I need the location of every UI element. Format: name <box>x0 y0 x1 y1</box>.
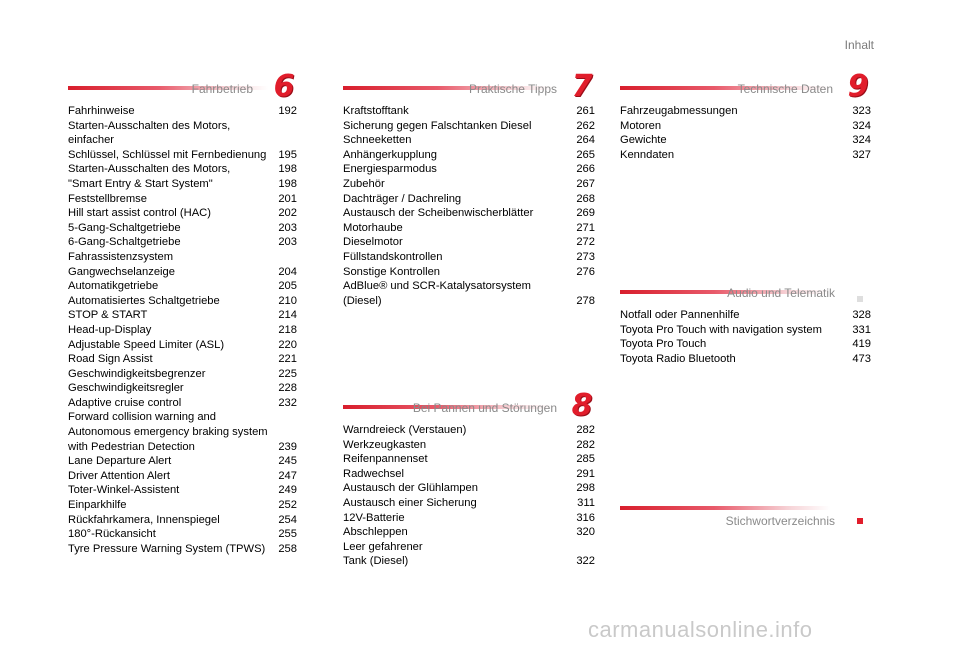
toc-entry-page: 232 <box>278 396 297 409</box>
toc-entry[interactable] <box>620 308 871 323</box>
toc-entry[interactable] <box>68 513 297 528</box>
toc-entry-label: Werkzeugkasten <box>343 438 427 451</box>
toc-entry-label: Anhängerkupplung <box>343 148 437 161</box>
toc-entry-page: 473 <box>852 352 871 365</box>
toc-entry-label: Starten-Ausschalten des Motors, <box>68 163 231 176</box>
toc-entry-page: 247 <box>278 469 297 482</box>
toc-entry[interactable] <box>343 452 595 467</box>
toc-entry-label: Kenndaten <box>620 148 675 161</box>
toc-entry[interactable] <box>343 162 595 177</box>
toc-entry-page: 255 <box>278 528 297 541</box>
toc-entry[interactable] <box>620 323 871 338</box>
toc-entry-label: 180°-Rückansicht <box>68 528 156 541</box>
toc-entry-label: Toyota Radio Bluetooth <box>620 352 736 365</box>
toc-list <box>620 104 871 162</box>
toc-entry-page: 276 <box>576 265 595 278</box>
section-title: Praktische Tipps <box>468 82 557 96</box>
toc-entry-label: Adjustable Speed Limiter (ASL) <box>68 338 225 351</box>
section-fahrbetrieb <box>68 69 297 556</box>
section-number-badge: 8 <box>571 388 593 423</box>
toc-entry[interactable] <box>343 481 595 496</box>
toc-entry[interactable] <box>343 540 595 569</box>
toc-entry[interactable] <box>68 469 297 484</box>
toc-entry-label: Forward collision warning and Autonomous emergency braking system with Pedestrian Detection <box>68 411 268 453</box>
toc-entry[interactable] <box>68 250 297 279</box>
toc-list <box>343 104 595 308</box>
section-marker-icon <box>857 296 863 302</box>
toc-entry[interactable] <box>68 177 297 192</box>
toc-entry-page: 273 <box>576 250 595 263</box>
toc-entry-label: Automatisiertes Schaltgetriebe <box>68 294 220 307</box>
toc-entry-page: 331 <box>852 323 871 336</box>
section-divider <box>620 506 830 510</box>
toc-entry-page: 203 <box>278 221 297 234</box>
page-header-title: Inhalt <box>844 38 874 52</box>
toc-entry-page: 205 <box>278 280 297 293</box>
toc-entry[interactable] <box>343 467 595 482</box>
toc-entry-page: 258 <box>278 542 297 555</box>
toc-list <box>620 308 871 366</box>
toc-entry[interactable] <box>343 148 595 163</box>
section-marker-icon <box>857 518 863 524</box>
toc-entry-page: 271 <box>576 221 595 234</box>
toc-entry[interactable] <box>620 337 871 352</box>
toc-entry-label: Starten-Ausschalten des Motors, einfacher Schlüssel, Schlüssel mit Fernbedienung <box>68 119 267 161</box>
toc-entry-page: 198 <box>278 177 297 190</box>
toc-entry-label: Fahrzeugabmessungen <box>620 105 738 117</box>
toc-entry[interactable] <box>68 352 297 367</box>
section-title: Stichwortverzeichnis <box>725 514 835 528</box>
section-header[interactable] <box>68 69 297 104</box>
watermark: carmanualsonline.info <box>588 617 813 642</box>
toc-entry[interactable] <box>68 323 297 338</box>
toc-entry[interactable] <box>68 221 297 236</box>
toc-entry-label: Adaptive cruise control <box>68 396 182 409</box>
toc-entry-page: 261 <box>576 105 595 117</box>
toc-entry-page: 254 <box>278 513 297 526</box>
toc-entry-page: 320 <box>576 526 595 539</box>
section-number-badge: 7 <box>571 69 593 104</box>
toc-entry-label: Hill start assist control (HAC) <box>68 207 211 220</box>
toc-entry-page: 203 <box>278 236 297 249</box>
toc-entry-page: 316 <box>576 511 595 524</box>
toc-entry-label: Austausch der Glühlampen <box>343 482 478 495</box>
toc-entry-label: Radwechsel <box>343 467 404 480</box>
toc-entry-label: Geschwindigkeitsregler <box>68 382 184 395</box>
toc-entry[interactable] <box>343 265 595 280</box>
toc-entry[interactable] <box>68 542 297 557</box>
toc-entry-label: Leer gefahrener Tank (Diesel) <box>343 540 423 568</box>
toc-entry-page: 327 <box>852 148 871 161</box>
toc-entry[interactable] <box>68 483 297 498</box>
toc-entry-page: 282 <box>576 424 595 436</box>
toc-entry[interactable] <box>343 206 595 221</box>
section-header[interactable] <box>343 69 595 104</box>
toc-entry-label: Head-up-Display <box>68 323 152 336</box>
section-title: Audio und Telematik <box>727 286 835 300</box>
toc-entry-page: 252 <box>278 499 297 512</box>
toc-entry[interactable] <box>343 235 595 250</box>
toc-entry-page: 419 <box>852 338 871 351</box>
toc-entry[interactable] <box>620 133 871 148</box>
toc-entry[interactable] <box>343 119 595 134</box>
toc-entry[interactable] <box>68 308 297 323</box>
section-header[interactable] <box>620 492 871 528</box>
toc-entry-label: Energiesparmodus <box>343 163 437 176</box>
toc-entry-label: Rückfahrkamera, Innenspiegel <box>68 513 220 526</box>
toc-entry-label: Zubehör <box>343 177 385 190</box>
toc-entry[interactable] <box>343 525 595 540</box>
toc-entry-page: 265 <box>576 148 595 161</box>
toc-entry-label: Sicherung gegen Falschtanken Diesel <box>343 119 532 132</box>
toc-entry[interactable] <box>68 498 297 513</box>
toc-entry-label: "Smart Entry & Start System" <box>68 177 213 190</box>
toc-entry-page: 267 <box>576 177 595 190</box>
toc-entry-label: Kraftstofftank <box>343 105 409 117</box>
toc-entry-page: 204 <box>278 265 297 278</box>
toc-entry-page: 268 <box>576 192 595 205</box>
section-number-badge: 6 <box>273 69 295 104</box>
toc-entry-page: 195 <box>278 148 297 161</box>
toc-entry-page: 266 <box>576 163 595 176</box>
toc-entry-page: 198 <box>278 163 297 176</box>
toc-entry-label: Toter-Winkel-Assistent <box>68 484 180 497</box>
toc-entry[interactable] <box>620 352 871 367</box>
toc-entry[interactable] <box>68 162 297 177</box>
toc-entry-label: Feststellbremse <box>68 192 147 205</box>
toc-entry-page: 264 <box>576 134 595 147</box>
toc-list <box>343 423 595 569</box>
toc-entry[interactable] <box>343 133 595 148</box>
toc-entry-page: 214 <box>278 309 297 322</box>
toc-entry[interactable] <box>68 104 297 119</box>
toc-entry-label: 12V-Batterie <box>343 511 405 524</box>
toc-entry[interactable] <box>343 423 595 438</box>
toc-entry-label: STOP & START <box>68 309 148 322</box>
toc-list <box>68 104 297 556</box>
toc-entry[interactable] <box>343 221 595 236</box>
toc-entry-label: Füllstandskontrollen <box>343 250 443 263</box>
toc-entry[interactable] <box>343 511 595 526</box>
toc-entry[interactable] <box>68 367 297 382</box>
toc-entry-page: 322 <box>576 555 595 568</box>
toc-entry-label: Fahrhinweise <box>68 105 135 117</box>
section-number-badge: 9 <box>847 69 869 104</box>
toc-entry-label: Lane Departure Alert <box>68 455 172 468</box>
toc-entry[interactable] <box>343 104 595 119</box>
toc-entry-page: 192 <box>278 105 297 117</box>
toc-entry[interactable] <box>68 410 297 454</box>
toc-entry-label: Road Sign Assist <box>68 353 153 366</box>
toc-entry-label: Driver Attention Alert <box>68 469 170 482</box>
toc-entry[interactable] <box>68 396 297 411</box>
section-header[interactable] <box>343 388 595 423</box>
toc-entry-page: 285 <box>576 453 595 466</box>
toc-entry-label: Reifenpannenset <box>343 453 428 466</box>
toc-entry-label: 5-Gang-Schaltgetriebe <box>68 221 181 234</box>
toc-entry-page: 282 <box>576 438 595 451</box>
toc-entry[interactable] <box>343 438 595 453</box>
toc-entry[interactable] <box>620 104 871 119</box>
toc-entry-label: Dachträger / Dachreling <box>343 192 462 205</box>
toc-entry-label: Dieselmotor <box>343 236 403 249</box>
toc-entry-page: 210 <box>278 294 297 307</box>
toc-entry-page: 262 <box>576 119 595 132</box>
toc-entry-page: 228 <box>278 382 297 395</box>
toc-entry-page: 249 <box>278 484 297 497</box>
toc-entry-label: Notfall oder Pannenhilfe <box>620 309 740 321</box>
toc-entry[interactable] <box>343 250 595 265</box>
toc-entry-label: Fahrassistenzsystem Gangwechselanzeige <box>68 250 175 278</box>
toc-entry[interactable] <box>68 381 297 396</box>
toc-entry-label: Tyre Pressure Warning System (TPWS) <box>68 542 266 555</box>
toc-entry[interactable] <box>68 338 297 353</box>
section-praktische-tipps <box>343 69 595 308</box>
toc-entry-label: Sonstige Kontrollen <box>343 265 441 278</box>
toc-entry-label: Automatikgetriebe <box>68 280 159 293</box>
toc-entry[interactable] <box>343 496 595 511</box>
toc-entry[interactable] <box>68 119 297 163</box>
toc-entry-page: 324 <box>852 134 871 147</box>
toc-entry-label: Motoren <box>620 119 662 132</box>
toc-entry[interactable] <box>343 192 595 207</box>
toc-entry-page: 239 <box>278 440 297 453</box>
toc-entry-label: AdBlue® und SCR-Katalysatorsystem (Diesel) <box>343 280 531 307</box>
toc-entry-label: 6-Gang-Schaltgetriebe <box>68 236 181 249</box>
toc-entry[interactable] <box>68 527 297 542</box>
toc-entry[interactable] <box>343 279 595 308</box>
toc-entry-page: 269 <box>576 207 595 220</box>
toc-entry[interactable] <box>68 294 297 309</box>
toc-entry-label: Geschwindigkeitsbegrenzer <box>68 367 206 380</box>
section-audio-telematik <box>620 276 871 366</box>
toc-entry-label: Toyota Pro Touch <box>620 338 707 351</box>
toc-entry-label: Austausch der Scheibenwischerblätter <box>343 207 534 220</box>
toc-entry-label: Motorhaube <box>343 221 403 234</box>
toc-entry[interactable] <box>620 148 871 163</box>
toc-entry[interactable] <box>68 206 297 221</box>
toc-entry-label: Abschleppen <box>343 526 408 539</box>
toc-entry-page: 221 <box>278 353 297 366</box>
toc-entry[interactable] <box>68 279 297 294</box>
toc-entry-page: 311 <box>577 496 595 509</box>
toc-entry[interactable] <box>343 177 595 192</box>
section-header[interactable] <box>620 276 871 304</box>
section-title: Technische Daten <box>737 82 833 96</box>
toc-entry-label: Warndreieck (Verstauen) <box>343 424 467 436</box>
toc-entry-page: 220 <box>278 338 297 351</box>
toc-entry-page: 201 <box>278 192 297 205</box>
section-technische-daten <box>620 69 871 162</box>
toc-entry-label: Austausch einer Sicherung <box>343 496 477 509</box>
toc-entry-page: 272 <box>576 236 595 249</box>
section-stichwortverzeichnis <box>620 492 871 528</box>
section-pannen <box>343 388 595 569</box>
toc-entry-page: 278 <box>576 294 595 307</box>
toc-entry-page: 324 <box>852 119 871 132</box>
toc-entry-label: Toyota Pro Touch with navigation system <box>620 323 822 336</box>
toc-entry[interactable] <box>68 192 297 207</box>
toc-entry-page: 245 <box>278 455 297 468</box>
section-header[interactable] <box>620 69 871 104</box>
toc-entry-page: 218 <box>278 323 297 336</box>
toc-entry[interactable] <box>620 119 871 134</box>
toc-entry-label: Einparkhilfe <box>68 499 127 512</box>
toc-entry[interactable] <box>68 454 297 469</box>
toc-entry-label: Schneeketten <box>343 134 412 147</box>
toc-entry-page: 328 <box>852 309 871 321</box>
toc-entry[interactable] <box>68 235 297 250</box>
toc-entry-page: 202 <box>278 207 297 220</box>
section-title: Bei Pannen und Störungen <box>412 401 557 415</box>
toc-entry-label: Gewichte <box>620 134 667 147</box>
toc-entry-page: 298 <box>576 482 595 495</box>
section-title: Fahrbetrieb <box>191 82 253 96</box>
toc-entry-page: 323 <box>852 105 871 117</box>
toc-entry-page: 225 <box>278 367 297 380</box>
toc-entry-page: 291 <box>576 467 595 480</box>
